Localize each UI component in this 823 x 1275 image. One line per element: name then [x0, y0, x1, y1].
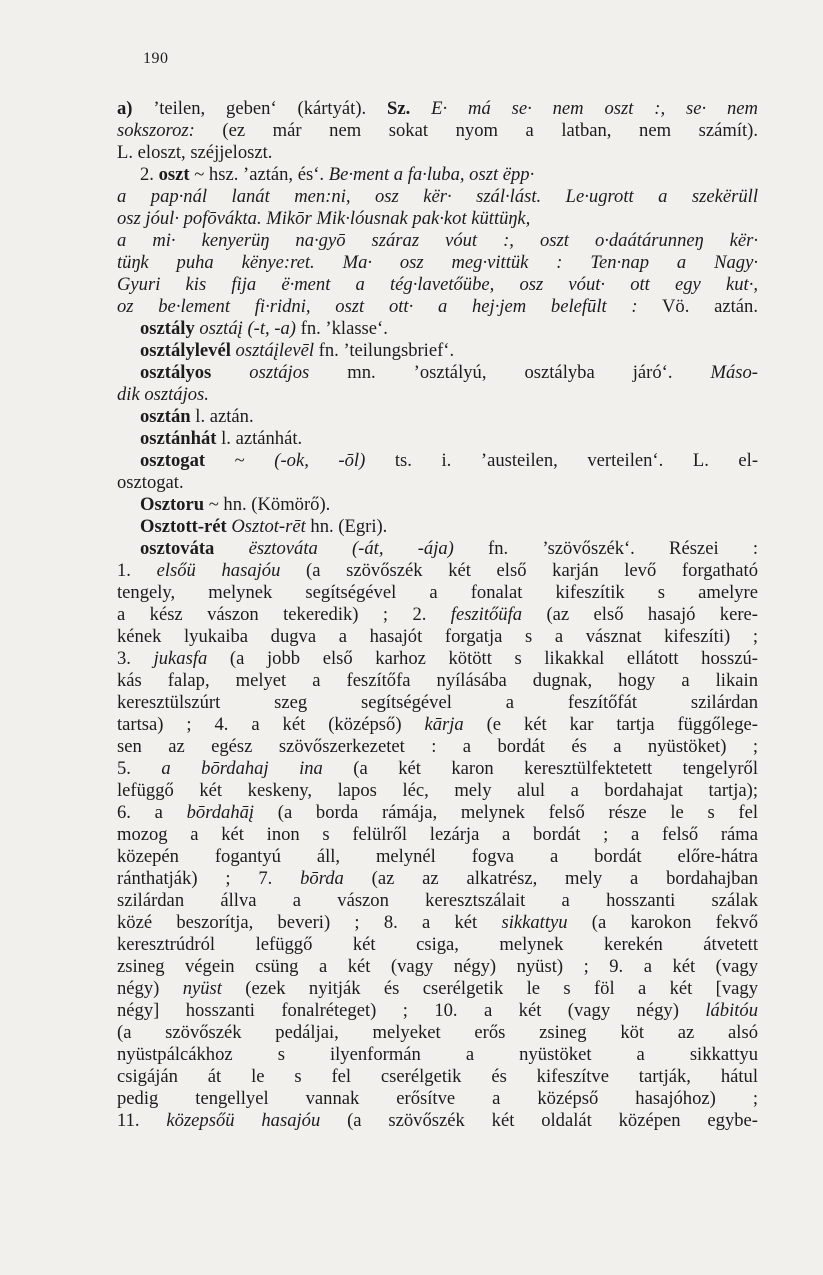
italic-text: oz be·lement fi·ridni, oszt ott· a hej·jem belefūlt :	[117, 296, 638, 317]
headword: osztováta	[140, 538, 215, 559]
italic-text: közepsőü hasajóu	[166, 1110, 321, 1131]
text-span: kás falap, melyet a feszítőfa nyílásába dugnak, hogy a likain	[117, 670, 758, 691]
text-span: (a jobb első karhoz kötött s likakkal ellátott hosszú-	[207, 648, 758, 669]
text-span: ránthatják) ; 7.	[117, 868, 301, 889]
text-line	[117, 780, 758, 802]
text-span: (e két kar tartja függőlege-	[463, 714, 758, 735]
text-line	[117, 978, 758, 1000]
italic-text: tüŋk puha kënye:ret.	[117, 252, 315, 273]
text-span: lefüggő két keskeny, lapos léc, mely alul a bordahajat tartja);	[117, 780, 758, 801]
text-span: ~ hn. (Kömörő).	[204, 494, 331, 515]
italic-text: E· má se· nem oszt :, se· nem	[431, 98, 758, 119]
text-line	[117, 692, 758, 714]
text-line	[140, 340, 454, 362]
text-span: l. aztánhát.	[216, 428, 303, 449]
italic-text: a mi· kenyerüŋ na·gyō száraz vóut :, oszt o·daátárunneŋ kër·	[117, 230, 758, 251]
text-line	[140, 406, 254, 428]
text-span: ts. i. ’austeilen, verteilen‘. L. el-	[365, 450, 759, 471]
text-span: Vö. aztán.	[637, 296, 758, 317]
headword: Sz.	[387, 98, 411, 119]
text-line	[140, 362, 758, 384]
italic-text: ësztováta (-át, -ája)	[248, 538, 454, 559]
text-line	[140, 450, 758, 472]
italic-text: bōrdahāį	[186, 802, 255, 823]
text-line	[117, 934, 758, 956]
italic-text: feszitőüfa	[450, 604, 523, 625]
text-span: (a két karon keresztülfektetett tengelyről	[322, 758, 758, 779]
italic-text: kārja	[424, 714, 464, 735]
text-line	[117, 1088, 758, 1110]
italic-text: Be·ment a fa·luba, oszt ëpp·	[328, 164, 535, 185]
italic-text: Gyuri kis fija ë·ment a tég·lavetőübe, osz vóut· ott egy kut·,	[117, 274, 758, 295]
text-line	[117, 1000, 758, 1022]
text-line	[117, 120, 758, 142]
text-span: (az az alkatrész, mely a bordahajban	[343, 868, 759, 889]
text-span: zsineg végein csüng a két (vagy négy) nyüst) ; 9. a két (vagy	[117, 956, 758, 977]
text-line	[117, 956, 758, 978]
text-line	[117, 648, 758, 670]
text-span: hn. (Egri).	[305, 516, 388, 537]
text-span: (ezek nyitják és cserélgetik le s föl a két [vagy	[221, 978, 759, 999]
text-span: 1.	[117, 560, 157, 581]
text-span: L. eloszt, széjjeloszt.	[117, 142, 273, 163]
italic-text: (-ok, -ōl)	[274, 450, 366, 471]
text-span: sen az egész szövőszerkezetet : a bordát és a nyüstöket) ;	[117, 736, 758, 757]
text-line	[117, 714, 758, 736]
italic-text: osztáį (-t, -a)	[199, 318, 296, 339]
text-span: fn. ’klasse‘.	[295, 318, 388, 339]
text-line	[117, 560, 758, 582]
text-line	[117, 296, 758, 318]
text-line	[117, 142, 272, 164]
text-line	[117, 208, 530, 230]
text-span: mozog a két inon s felülről lezárja a bordát ; a felső ráma	[117, 824, 758, 845]
text-line	[117, 912, 758, 934]
text-span: (ez már nem sokat nyom a latban, nem számít).	[194, 120, 758, 141]
italic-text: Osztot-rēt	[231, 516, 306, 537]
headword: a)	[117, 98, 133, 119]
text-span: közé beszorítja, beveri) ; 8. a két	[117, 912, 502, 933]
text-span	[315, 252, 343, 273]
text-line	[117, 274, 758, 296]
italic-text: osz jóul· pofōvákta. Mikōr Mik·lóusnak pak·kot küttüŋk,	[117, 208, 531, 229]
text-span: (a borda rámája, melynek felső része le s fel	[254, 802, 758, 823]
text-line	[140, 538, 758, 560]
text-span: keresztülszúrt szeg segítségével a feszítőfát szilárdan	[117, 692, 758, 713]
text-line	[117, 758, 758, 780]
text-span: (a szövőszék két első karján levő forgatható	[280, 560, 758, 581]
italic-text: elsőü hasajóu	[156, 560, 281, 581]
italic-text: jukasfa	[153, 648, 208, 669]
text-span: szilárdan állva a vászon keresztszálait a hosszanti szálak	[117, 890, 758, 911]
text-span	[211, 362, 249, 383]
text-line	[117, 604, 758, 626]
text-span: csigáján át le s fel cserélgetik és kifeszítve tartják, hátul	[117, 1066, 758, 1087]
text-line	[117, 1110, 758, 1132]
text-span: tartsa) ; 4. a két (középső)	[117, 714, 425, 735]
text-span: (a karokon fekvő	[567, 912, 759, 933]
text-line	[140, 164, 534, 186]
text-span	[410, 98, 431, 119]
text-line	[117, 384, 209, 406]
italic-text: sikkattyu	[501, 912, 568, 933]
page-number: 190	[143, 50, 169, 67]
headword: osztogat	[140, 450, 206, 471]
headword: osztály	[140, 318, 195, 339]
headword: oszt	[158, 164, 190, 185]
italic-text: dik osztájos.	[117, 384, 209, 405]
text-line	[117, 582, 758, 604]
text-line	[117, 802, 758, 824]
italic-text: Máso-	[710, 362, 758, 383]
headword: osztánhát	[140, 428, 217, 449]
text-line	[140, 494, 330, 516]
text-line	[117, 472, 184, 494]
text-line	[140, 428, 302, 450]
text-line	[117, 626, 758, 648]
text-span: (a szövőszék pedáljai, melyeket erős zsineg köt az alsó	[117, 1022, 758, 1043]
text-span: ~ hsz. ’aztán, és‘.	[189, 164, 329, 185]
text-span: 5.	[117, 758, 162, 779]
italic-text: lábitóu	[705, 1000, 758, 1021]
text-line	[140, 516, 387, 538]
text-span: 3.	[117, 648, 154, 669]
text-span: fn. ’teilungsbrief‘.	[314, 340, 455, 361]
text-line	[140, 318, 388, 340]
italic-text: Ma· osz meg·vittük : Ten·nap a Nagy·	[342, 252, 758, 273]
italic-text: a bōrdahaj ina	[161, 758, 323, 779]
text-span: nyüstpálcákhoz s ilyenformán a nyüstöket a sikkattyu	[117, 1044, 758, 1065]
text-line	[117, 890, 758, 912]
text-line	[117, 1022, 758, 1044]
text-line	[117, 186, 758, 208]
italic-text: a pap·nál lanát men:ni, osz kër· szál·lást. Le·ugrott a szekërüll	[117, 186, 758, 207]
text-span: 6. a	[117, 802, 187, 823]
headword: osztán	[140, 406, 191, 427]
text-span: ~	[205, 450, 275, 471]
text-line	[117, 846, 758, 868]
text-span: négy] hosszanti fonalréteget) ; 10. a két (vagy négy)	[117, 1000, 706, 1021]
text-line	[117, 230, 758, 252]
text-line	[117, 824, 758, 846]
text-span: osztogat.	[117, 472, 184, 493]
text-line	[117, 1066, 758, 1088]
text-span: ’teilen, geben‘ (kártyát).	[132, 98, 388, 119]
text-span: (az első hasajó kere-	[522, 604, 758, 625]
text-line	[117, 670, 758, 692]
headword: Osztott-rét	[140, 516, 227, 537]
text-span: 11.	[117, 1110, 167, 1131]
text-span: (a szövőszék két oldalát középen egybe-	[320, 1110, 758, 1131]
text-span: pedig tengellyel vannak erősítve a középső hasajóhoz) ;	[117, 1088, 758, 1109]
text-span: tengely, melynek segítségével a fonalat kifeszítik s amelyre	[117, 582, 758, 603]
headword: osztálylevél	[140, 340, 231, 361]
text-span: közepén fogantyú áll, melynél fogva a bordát előre-hátra	[117, 846, 758, 867]
text-span: négy)	[117, 978, 183, 999]
italic-text: nyüst	[182, 978, 222, 999]
text-span: fn. ’szövőszék‘. Részei :	[453, 538, 758, 559]
headword: osztályos	[140, 362, 212, 383]
text-span: mn. ’osztályú, osztályba járó‘.	[309, 362, 711, 383]
text-line	[117, 1044, 758, 1066]
italic-text: osztájos	[249, 362, 310, 383]
headword: Osztoru	[140, 494, 205, 515]
text-span: keresztrúdról lefüggő két csiga, melynek kerekén átvetett	[117, 934, 758, 955]
text-line	[117, 736, 758, 758]
italic-text: sokszoroz:	[117, 120, 195, 141]
text-span: l. aztán.	[190, 406, 254, 427]
text-line	[117, 868, 758, 890]
text-span: a kész vászon tekeredik) ; 2.	[117, 604, 451, 625]
italic-text: osztáįlevēl	[235, 340, 315, 361]
text-line	[117, 98, 758, 120]
text-span: kének lyukaiba dugva a hasajót forgatja s a vásznat kifeszíti) ;	[117, 626, 758, 647]
text-line	[117, 252, 758, 274]
text-span	[214, 538, 248, 559]
italic-text: bōrda	[300, 868, 344, 889]
text-span: 2.	[140, 164, 159, 185]
